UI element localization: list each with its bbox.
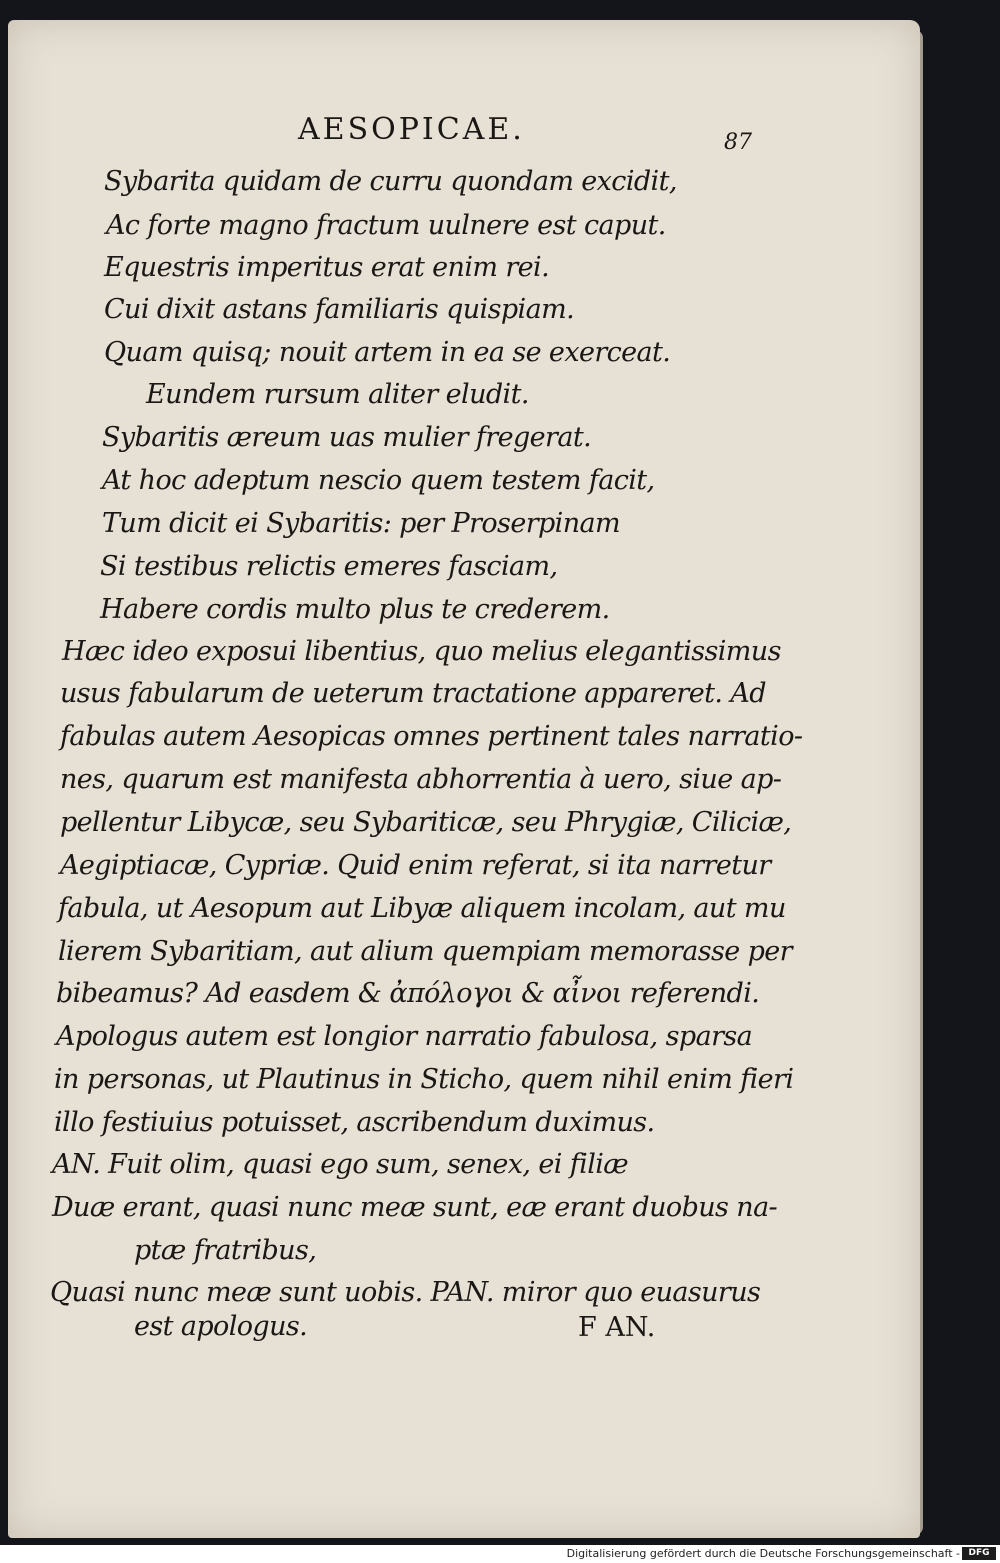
text-line: pellentur Libycæ, seu Sybariticæ, seu Phrygiæ, Ciliciæ,: [60, 807, 792, 838]
text-line: illo festiuius potuisset, ascribendum duximus.: [54, 1107, 655, 1138]
text-line: Apologus autem est longior narratio fabulosa, sparsa: [56, 1021, 753, 1052]
text-line: Cui dixit astans familiaris quispiam.: [104, 294, 575, 325]
text-line: Equestris imperitus erat enim rei.: [104, 252, 550, 283]
text-line: Eundem rursum aliter eludit.: [146, 379, 529, 410]
text-line: Aegiptiacæ, Cypriæ. Quid enim referat, si ita narretur: [60, 850, 771, 881]
text-line: Sybarita quidam de curru quondam excidit,: [104, 166, 677, 197]
signature-mark: F AN.: [578, 1312, 656, 1343]
text-line: bibeamus? Ad easdem & ἀπόλογοι & αἶνοι referendi.: [56, 978, 760, 1009]
text-line: Sybaritis æreum uas mulier fregerat.: [102, 422, 592, 453]
text-line: lierem Sybaritiam, aut alium quempiam memorasse per: [58, 936, 792, 967]
text-line: Habere cordis multo plus te crederem.: [100, 594, 610, 625]
text-line: fabula, ut Aesopum aut Libyæ aliquem incolam, aut mu: [58, 893, 786, 924]
text-line: At hoc adeptum nescio quem testem facit,: [102, 465, 655, 496]
text-line: nes, quarum est manifesta abhorrentia à uero, siue ap-: [60, 764, 782, 795]
running-header: AESOPICAE.: [298, 112, 525, 147]
text-line: Quam quisq; nouit artem in ea se exerceat.: [104, 337, 671, 368]
text-line: Tum dicit ei Sybaritis: per Proserpinam: [102, 508, 621, 539]
text-line: Ac forte magno fractum uulnere est caput.: [106, 210, 666, 241]
text-line: usus fabularum de ueterum tractatione appareret. Ad: [60, 678, 766, 709]
text-line: Hæc ideo exposui libentius, quo melius elegantissimus: [62, 636, 781, 667]
text-line: Duæ erant, quasi nunc meæ sunt, eæ erant duobus na-: [52, 1192, 778, 1223]
text-line: Quasi nunc meæ sunt uobis. PAN. miror quo euasurus: [50, 1277, 761, 1308]
text-line: Si testibus relictis emeres fasciam,: [100, 551, 558, 582]
text-line: in personas, ut Plautinus in Sticho, quem nihil enim fieri: [54, 1064, 794, 1095]
text-line: fabulas autem Aesopicas omnes pertinent tales narratio-: [60, 721, 803, 752]
text-line: ptæ fratribus,: [134, 1235, 317, 1266]
dfg-logo: DFG: [962, 1547, 996, 1560]
text-line: AN. Fuit olim, quasi ego sum, senex, ei filiæ: [52, 1149, 629, 1180]
text-line: est apologus.: [134, 1311, 308, 1342]
page-number: 87: [724, 130, 752, 155]
footer-credit: Digitalisierung gefördert durch die Deutsche Forschungsgemeinschaft -: [566, 1547, 960, 1560]
